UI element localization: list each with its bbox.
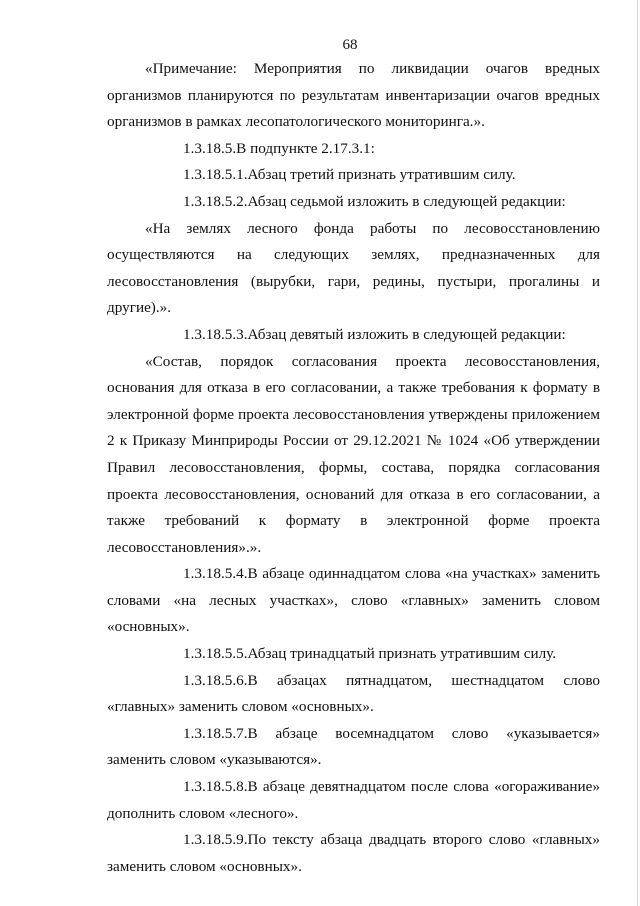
paragraph-text: По тексту абзаца двадцать второго слово «главных» заменить словом «основных». (107, 831, 600, 875)
paragraph-1-3-18-5-5 (107, 641, 600, 668)
paragraph-number: 1.3.18.5.3. (183, 325, 248, 343)
paragraph-text: «Примечание: Мероприятия по ликвидации очагов вредных организмов планируются по результатам инвентаризации очагов вредных организмов в рамках лесопатологического мониторинга.». (107, 60, 600, 131)
paragraph-number: 1.3.18.5.6. (183, 671, 248, 689)
paragraph-text: В абзацах пятнадцатом, шестнадцатом слово «главных» заменить словом «основных». (107, 671, 600, 716)
paragraph-1-3-18-5-2 (107, 189, 600, 216)
paragraph-number: 1.3.18.5.5. (183, 645, 248, 663)
paragraph-quote-lands (107, 216, 600, 322)
paragraph-text: Абзац третий признать утратившим силу. (247, 166, 516, 184)
paragraph-text: «На землях лесного фонда работы по лесовосстановлению осуществляются на следующих землях, предназначенных для лесовосстановления (вырубки, гари, редины, пустыри, прогалины и другие).». (107, 219, 600, 317)
paragraph-1-3-18-5-8 (107, 774, 600, 827)
paragraph-1-3-18-5-1 (107, 162, 600, 189)
paragraph-text: В абзаце восемнадцатом слово «указывается» заменить словом «указываются». (107, 724, 600, 769)
paragraph-note (107, 56, 600, 136)
paragraph-1-3-18-5-9 (107, 827, 600, 880)
paragraph-text: В абзаце девятнадцатом после слова «огораживание» дополнить словом «лесного». (107, 778, 600, 822)
paragraph-text: В абзаце одиннадцатом слова «на участках» заменить словами «на лесных участках», слово «главных» заменить словом «основных». (107, 565, 600, 636)
paragraph-number: 1.3.18.5.7. (183, 724, 248, 742)
paragraph-text: «Состав, порядок согласования проекта лесовосстановления, основания для отказа в его согласовании, а также требования к формату в электронной форме проекта лесовосстановления утверждены приложением 2 к Приказу Минприроды России от 29.12.2021 № 1024 «Об утверждении Правил лесовосстановления, формы, состава, порядка согласования проекта лесовосстановления, оснований для отказа в его согласовании, а также требований к формату в электронной форме проекта лесовосстановления».». (107, 352, 600, 556)
paragraph-number: 1.3.18.5. (183, 139, 237, 157)
paragraph-quote-composition (107, 349, 600, 562)
paragraph-text: Абзац седьмой изложить в следующей редакции: (247, 192, 566, 210)
paragraph-text: Абзац девятый изложить в следующей редакции: (247, 325, 566, 343)
paragraph-number: 1.3.18.5.9. (183, 831, 248, 849)
page-edge (637, 0, 638, 906)
paragraph-text: В подпункте 2.17.3.1: (236, 139, 375, 157)
paragraph-number: 1.3.18.5.1. (183, 166, 248, 184)
document-body (107, 56, 600, 880)
paragraph-1-3-18-5-6 (107, 668, 600, 721)
paragraph-number: 1.3.18.5.4. (183, 565, 248, 583)
paragraph-text: Абзац тринадцатый признать утратившим силу. (247, 645, 557, 663)
paragraph-1-3-18-5-3 (107, 322, 600, 349)
paragraph-1-3-18-5 (107, 136, 600, 163)
paragraph-1-3-18-5-7 (107, 721, 600, 774)
paragraph-number: 1.3.18.5.8. (183, 778, 248, 796)
paragraph-number: 1.3.18.5.2. (183, 192, 248, 210)
paragraph-1-3-18-5-4 (107, 561, 600, 641)
page-number: 68 (342, 37, 358, 53)
